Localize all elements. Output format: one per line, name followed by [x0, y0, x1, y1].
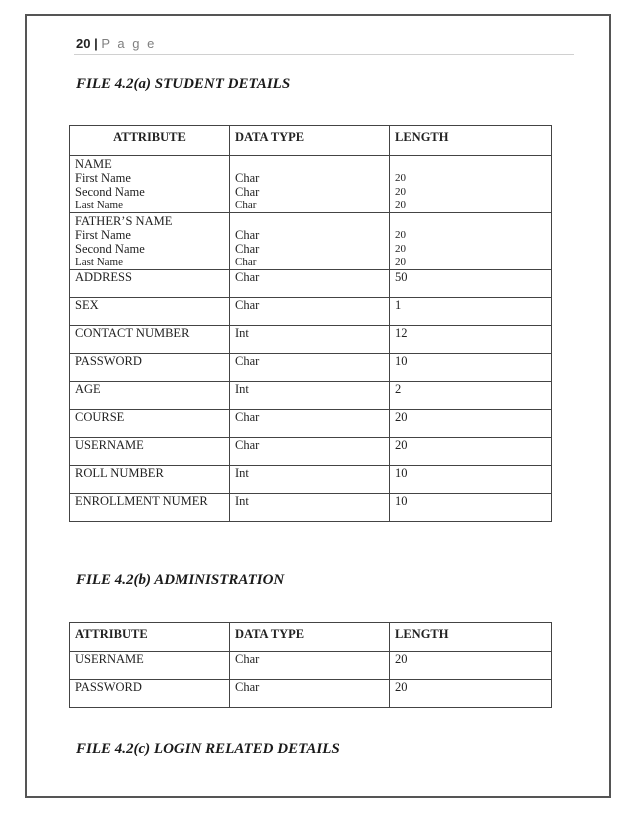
row-attribute: ENROLLMENT NUMER [70, 494, 230, 522]
name-last-length: 20 [395, 199, 406, 211]
header-separator: | [94, 36, 98, 51]
table-header-row [70, 623, 552, 652]
father-group-lengths [390, 213, 552, 270]
column-header-attribute: ATTRIBUTE [70, 623, 230, 652]
row-attribute: PASSWORD [70, 680, 230, 708]
father-group-attribute [70, 213, 230, 270]
table-row [70, 410, 552, 438]
row-attribute: ADDRESS [70, 270, 230, 298]
section-title-student-details: FILE 4.2(a) STUDENT DETAILS [76, 76, 291, 92]
row-attribute: CONTACT NUMBER [70, 326, 230, 354]
father-second-length: 20 [395, 243, 406, 255]
table-row [70, 652, 552, 680]
father-group-label: FATHER’S NAME [75, 214, 173, 228]
page-number: 20 [76, 36, 91, 51]
row-type: Char [230, 270, 390, 298]
row-type: Char [230, 680, 390, 708]
father-first-type: Char [235, 228, 260, 242]
father-first-length: 20 [395, 229, 406, 241]
section-title-login-details: FILE 4.2(c) LOGIN RELATED DETAILS [76, 741, 340, 757]
table-row [70, 680, 552, 708]
father-group-types [230, 213, 390, 270]
father-last-type: Char [235, 256, 257, 268]
row-attribute: COURSE [70, 410, 230, 438]
table-row-father-group [70, 213, 552, 270]
table-row [70, 438, 552, 466]
name-last-type: Char [235, 199, 257, 211]
row-type: Char [230, 652, 390, 680]
row-type: Int [230, 382, 390, 410]
row-type: Int [230, 494, 390, 522]
row-length: 10 [390, 466, 552, 494]
name-second-length: 20 [395, 186, 406, 198]
row-length: 20 [390, 652, 552, 680]
table-row-name-group [70, 156, 552, 213]
name-first-field: First Name [75, 171, 131, 185]
table-row [70, 494, 552, 522]
name-second-type: Char [235, 185, 260, 199]
father-second-type: Char [235, 242, 260, 256]
row-length: 20 [390, 680, 552, 708]
column-header-data-type: DATA TYPE [230, 126, 390, 156]
row-length: 50 [390, 270, 552, 298]
row-type: Int [230, 326, 390, 354]
name-group-types [230, 156, 390, 213]
row-length: 20 [390, 438, 552, 466]
row-length: 20 [390, 410, 552, 438]
table-row [70, 326, 552, 354]
row-length: 1 [390, 298, 552, 326]
page-header [76, 36, 156, 51]
name-group-label: NAME [75, 157, 112, 171]
column-header-attribute: ATTRIBUTE [70, 126, 230, 156]
name-group-lengths [390, 156, 552, 213]
row-length: 2 [390, 382, 552, 410]
row-type: Char [230, 438, 390, 466]
row-attribute: SEX [70, 298, 230, 326]
row-length: 12 [390, 326, 552, 354]
name-group-attribute [70, 156, 230, 213]
row-attribute: USERNAME [70, 652, 230, 680]
name-last-field: Last Name [75, 199, 123, 211]
father-first-field: First Name [75, 228, 131, 242]
row-attribute: PASSWORD [70, 354, 230, 382]
name-second-field: Second Name [75, 185, 145, 199]
column-header-length: LENGTH [390, 623, 552, 652]
table-row [70, 466, 552, 494]
table-header-row [70, 126, 552, 156]
row-type: Int [230, 466, 390, 494]
student-details-table [69, 125, 552, 522]
father-last-length: 20 [395, 256, 406, 268]
column-header-data-type: DATA TYPE [230, 623, 390, 652]
row-length: 10 [390, 494, 552, 522]
row-attribute: AGE [70, 382, 230, 410]
table-row [70, 270, 552, 298]
table-row [70, 298, 552, 326]
father-second-field: Second Name [75, 242, 145, 256]
section-title-administration: FILE 4.2(b) ADMINISTRATION [76, 572, 285, 588]
row-type: Char [230, 410, 390, 438]
table-row [70, 382, 552, 410]
row-type: Char [230, 354, 390, 382]
name-first-type: Char [235, 171, 260, 185]
row-length: 10 [390, 354, 552, 382]
name-first-length: 20 [395, 172, 406, 184]
table-row [70, 354, 552, 382]
row-type: Char [230, 298, 390, 326]
header-rule [74, 54, 574, 55]
page-label: P a g e [101, 36, 157, 51]
administration-table [69, 622, 552, 708]
column-header-length: LENGTH [390, 126, 552, 156]
row-attribute: USERNAME [70, 438, 230, 466]
father-last-field: Last Name [75, 256, 123, 268]
row-attribute: ROLL NUMBER [70, 466, 230, 494]
